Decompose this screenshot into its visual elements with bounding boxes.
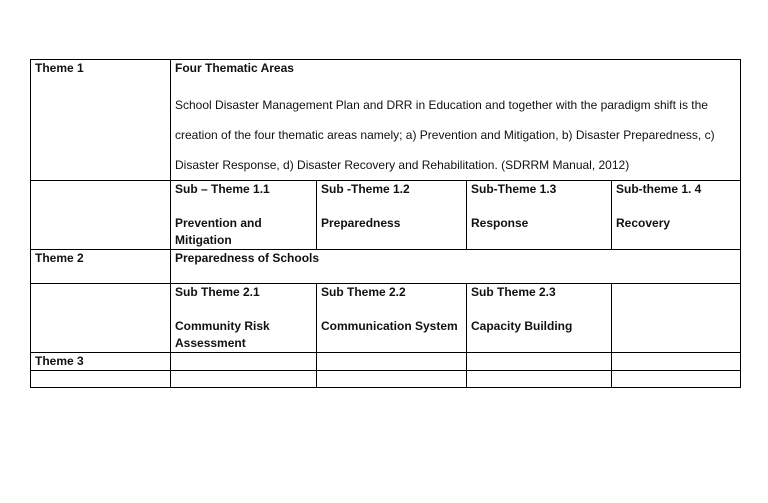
subtheme-name: Recovery (616, 216, 671, 230)
subtheme-cell (317, 181, 467, 250)
table-row-empty (31, 371, 741, 388)
subtheme-name: Communication System (321, 319, 458, 333)
theme-label: Theme 1 (35, 61, 84, 75)
empty-cell (31, 284, 171, 353)
theme-description-cell (171, 250, 741, 284)
subtheme-name: Prevention and Mitigation (175, 216, 262, 247)
themes-table (30, 59, 741, 388)
subtheme-cell (317, 284, 467, 353)
theme-title: Four Thematic Areas (175, 61, 294, 75)
subtheme-name: Response (471, 216, 529, 230)
subtheme-heading: Sub -Theme 1.2 (321, 182, 410, 196)
subtheme-heading: Sub – Theme 1.1 (175, 182, 270, 196)
empty-cell (31, 371, 171, 388)
empty-cell (612, 371, 741, 388)
subtheme-name: Community Risk Assessment (175, 319, 270, 350)
theme-label-cell (31, 60, 171, 181)
subtheme-cell (467, 181, 612, 250)
subtheme-cell (171, 181, 317, 250)
subtheme-cell (171, 284, 317, 353)
subtheme-cell (612, 181, 741, 250)
subtheme-heading: Sub Theme 2.2 (321, 285, 406, 299)
table-row-theme-2 (31, 250, 741, 284)
theme-description-cell (171, 60, 741, 181)
theme-label-cell (31, 250, 171, 284)
empty-cell (31, 181, 171, 250)
empty-cell (171, 371, 317, 388)
subtheme-cell (612, 284, 741, 353)
subtheme-heading: Sub Theme 2.3 (471, 285, 556, 299)
table-row-theme-1 (31, 60, 741, 181)
subtheme-name: Capacity Building (471, 319, 573, 333)
empty-cell (467, 353, 612, 371)
table-row-theme-3 (31, 353, 741, 371)
table-row-subthemes-1 (31, 181, 741, 250)
theme-label-cell (31, 353, 171, 371)
empty-cell (317, 353, 467, 371)
subtheme-cell (467, 284, 612, 353)
theme-label: Theme 3 (35, 354, 84, 368)
empty-cell (612, 353, 741, 371)
theme-title: Preparedness of Schools (175, 251, 320, 265)
empty-cell (171, 353, 317, 371)
subtheme-heading: Sub-Theme 1.3 (471, 182, 557, 196)
table-row-subthemes-2 (31, 284, 741, 353)
theme-label: Theme 2 (35, 251, 84, 265)
empty-cell (467, 371, 612, 388)
subtheme-heading: Sub-theme 1. 4 (616, 182, 702, 196)
theme-paragraph: School Disaster Management Plan and DRR in Education and together with the paradigm shift is the creation of the four thematic areas namely; a) Prevention and Mitigation, b) Disaster Preparedness, c) Disaster Response, d) Disaster Recovery and Rehabilitation. (SDRRM Manual, 2012) (175, 98, 715, 172)
subtheme-heading: Sub Theme 2.1 (175, 285, 260, 299)
subtheme-name: Preparedness (321, 216, 401, 230)
empty-cell (317, 371, 467, 388)
